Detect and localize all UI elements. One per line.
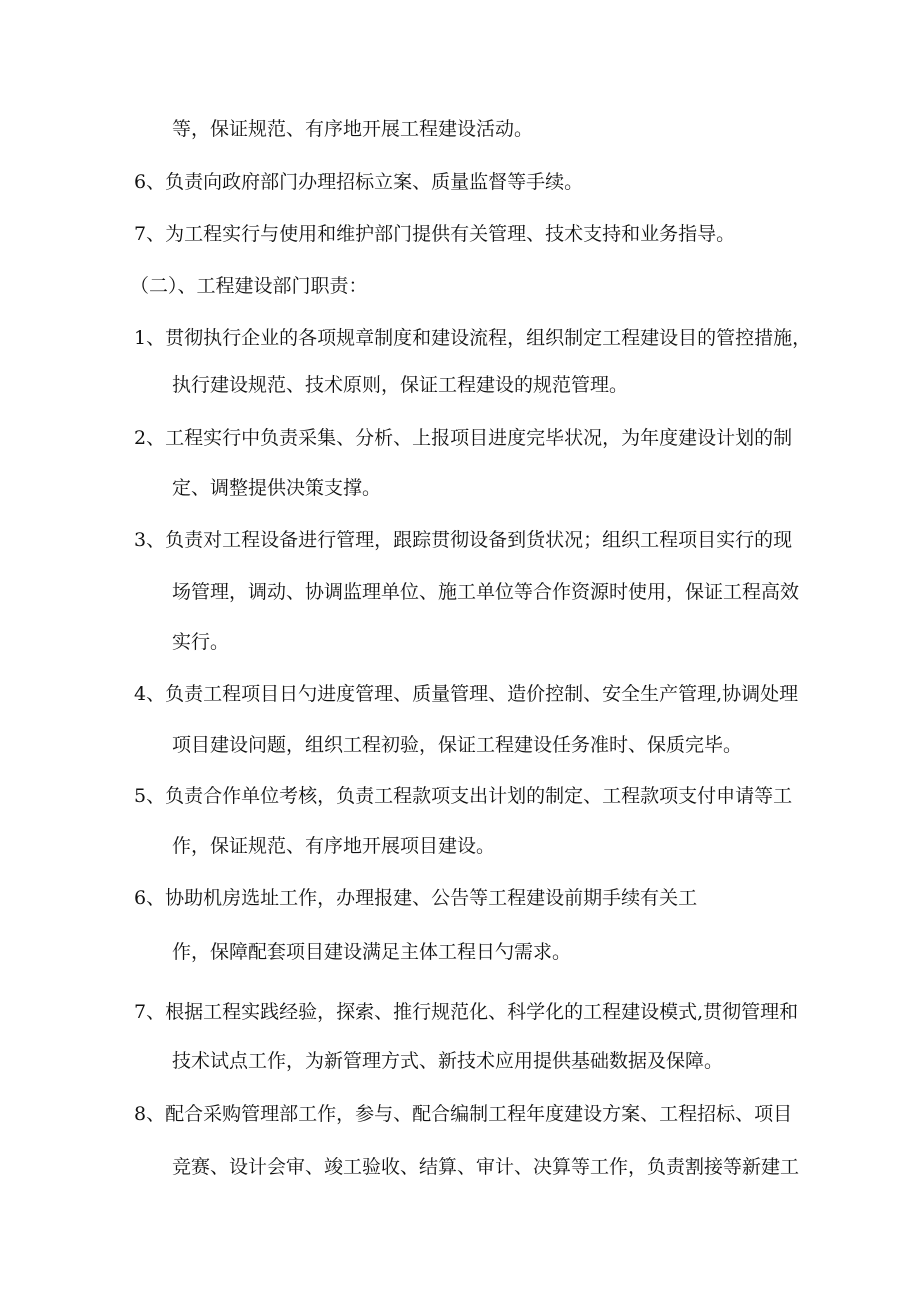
list-item-b5 (134, 784, 792, 808)
list-item-b2 (134, 426, 792, 450)
item-text: 负责工程项目日勺进度管理、质量管理、造价控制、安全生产管理,协调处理 (165, 683, 799, 705)
list-item-a6 (134, 170, 583, 194)
item-number: 1、 (134, 327, 166, 349)
item-continuation: 竞赛、设计会审、竣工验收、结算、审计、决算等工作，负责割接等新建工 (172, 1156, 800, 1178)
item-continuation: 执行建设规范、技术原则，保证工程建设的规范管理。 (172, 374, 629, 396)
item-number: 6、 (134, 887, 166, 909)
item-continuation: 定、调整提供决策支撑。 (172, 477, 382, 499)
item-continuation: 实行。 (172, 631, 230, 653)
item-text: 工程实行中负责采集、分析、上报项目进度完毕状况，为年度建设计划的制 (165, 427, 793, 449)
list-item-b6 (134, 886, 697, 910)
item-continuation: 项目建设问题，组织工程初验，保证工程建设任务准时、保质完毕。 (172, 734, 743, 756)
list-item-b4 (134, 682, 798, 706)
item-text: 根据工程实践经验，探索、推行规范化、科学化的工程建设模式,贯彻管理和 (165, 1001, 799, 1023)
paragraph-continuation: 等，保证规范、有序地开展工程建设活动。 (172, 118, 534, 140)
item-number: 2、 (134, 427, 166, 449)
list-item-b7 (134, 1000, 798, 1024)
item-number: 7、 (134, 223, 166, 245)
item-number: 8、 (134, 1103, 166, 1125)
section-heading: （二）、工程建设部门职责： (130, 275, 368, 297)
item-continuation: 作，保障配套项目建设满足主体工程日勺需求。 (172, 941, 572, 963)
item-text: 为工程实行与使用和维护部门提供有关管理、技术支持和业务指导。 (165, 223, 736, 245)
list-item-b1 (134, 326, 811, 350)
item-number: 3、 (134, 529, 166, 551)
item-number: 5、 (134, 785, 166, 807)
item-text: 协助机房选址工作，办理报建、公告等工程建设前期手续有关工 (165, 887, 698, 909)
item-number: 4、 (134, 683, 166, 705)
list-item-a7 (134, 222, 735, 246)
item-text: 贯彻执行企业的各项规章制度和建设流程，组织制定工程建设目的管控措施， (165, 327, 812, 349)
item-continuation: 场管理，调动、协调监理单位、施工单位等合作资源时使用，保证工程高效 (172, 581, 800, 603)
item-continuation: 技术试点工作，为新管理方式、新技术应用提供基础数据及保障。 (172, 1050, 724, 1072)
item-number: 7、 (134, 1001, 166, 1023)
item-text: 负责向政府部门办理招标立案、质量监督等手续。 (165, 171, 584, 193)
list-item-b3 (134, 528, 792, 552)
item-text: 负责对工程设备进行管理，跟踪贯彻设备到货状况；组织工程项目实行的现 (165, 529, 793, 551)
item-text: 负责合作单位考核，负责工程款项支出计划的制定、工程款项支付申请等工 (165, 785, 793, 807)
item-continuation: 作，保证规范、有序地开展项目建设。 (172, 835, 496, 857)
item-number: 6、 (134, 171, 166, 193)
list-item-b8 (134, 1102, 792, 1126)
item-text: 配合采购管理部工作，参与、配合编制工程年度建设方案、工程招标、项目 (165, 1103, 793, 1125)
